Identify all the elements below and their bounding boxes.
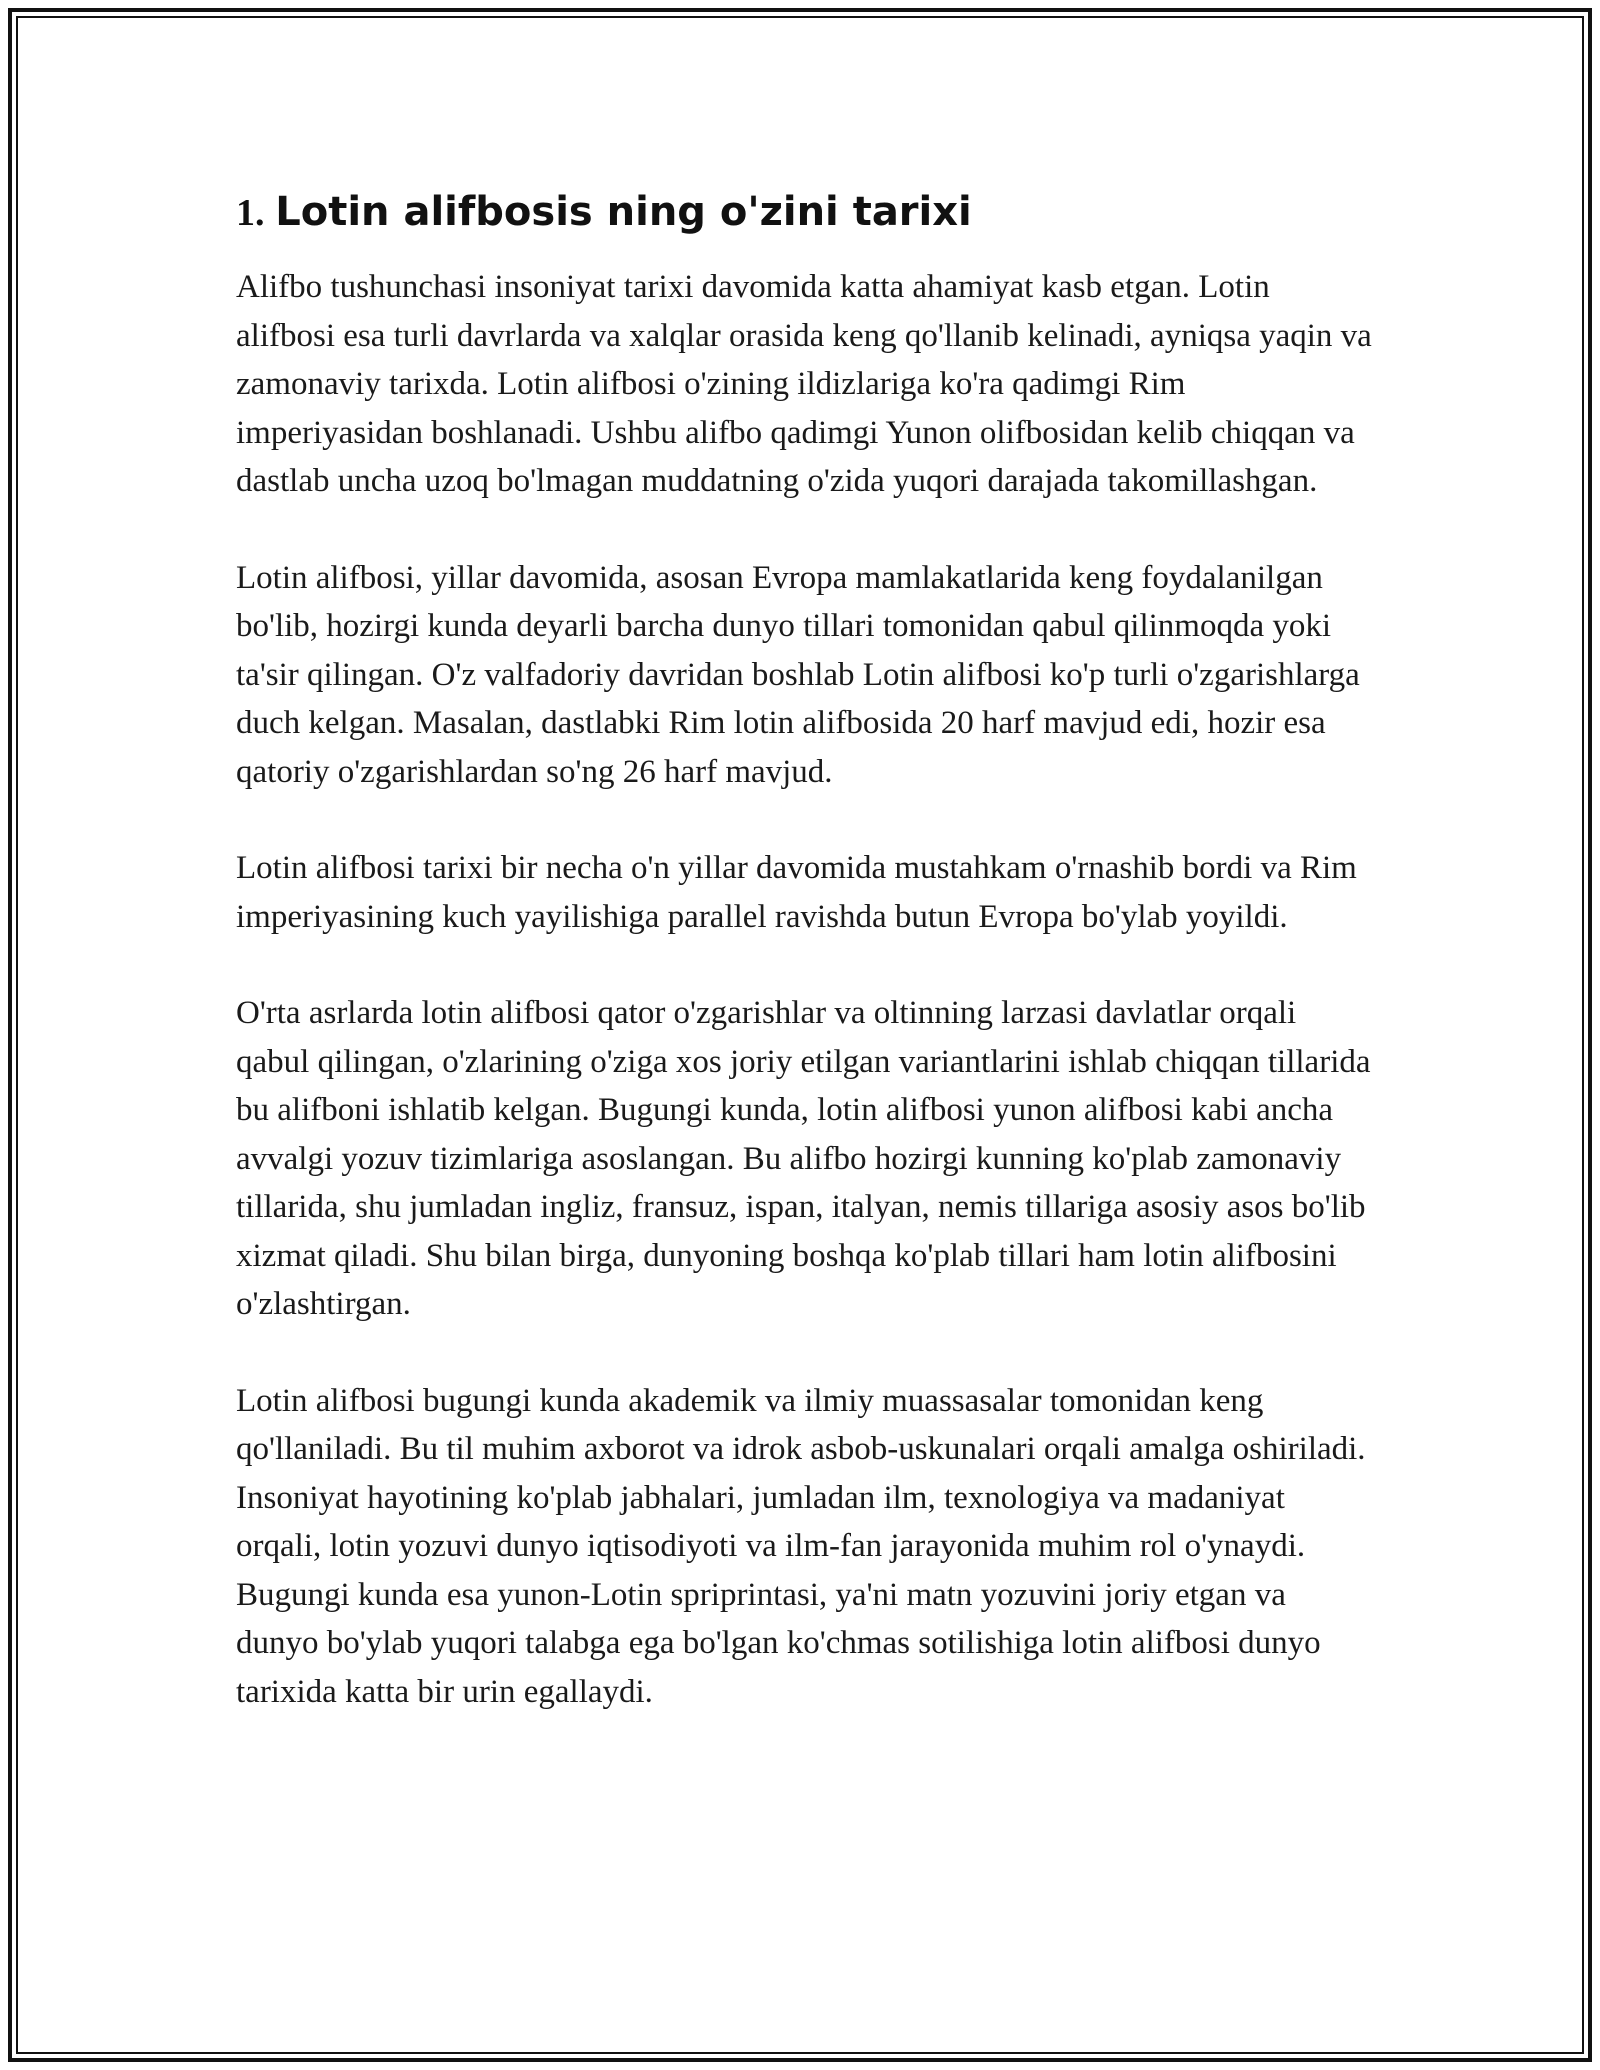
paragraph-3: Lotin alifbosi tarixi bir necha o'n yillar davomida mustahkam o'rnashib bordi va Rim imperiyasining kuch yayilishiga parallel ravishda butun Evropa bo'ylab yoyildi. [236, 850, 1357, 935]
paragraph-2: Lotin alifbosi, yillar davomida, asosan Evropa mamlakatlarida keng foydalanilgan bo'lib, hozirgi kunda deyarli barcha dunyo tillari tomonidan qabul qilinmoqda yoki ta'sir qilingan. O'z valfadoriy davridan boshlab Lotin alifbosi ko'p turli o'zgarishlarga duch kelgan. Masalan, dastlabki Rim lotin alifbosida 20 harf mavjud edi, hozir esa qatoriy o'zgarishlardan so'ng 26 harf mavjud. [236, 559, 1360, 790]
document-body [236, 186, 1376, 1716]
paragraph-4: O'rta asrlarda lotin alifbosi qator o'zgarishlar va oltinning larzasi davlatlar orqali qabul qilingan, o'zlarining o'ziga xos joriy etilgan variantlarini ishlab chiqqan tillarida bu alifboni ishlatib kelgan. Bugungi kunda, lotin alifbosi yunon alifbosi kabi ancha avvalgi yozuv tizimlariga asoslangan. Bu alifbo hozirgi kunning ko'plab zamonaviy tillarida, shu jumladan ingliz, fransuz, ispan, italyan, nemis tillariga asosiy asos bo'lib xizmat qiladi. Shu bilan birga, dunyoning boshqa ko'plab tillari ham lotin alifbosini o'zlashtirgan. [236, 995, 1371, 1322]
section-title: Lotin alifbosis ning o'zini tarixi [275, 189, 972, 235]
section-heading [236, 186, 1376, 239]
section-number: 1. [236, 192, 265, 234]
paragraph-5: Lotin alifbosi bugungi kunda akademik va ilmiy muassasalar tomonidan keng qo'llaniladi. Bu til muhim axborot va idrok asbob-uskunalari orqali amalga oshiriladi. Insoniyat hayotining ko'plab jabhalari, jumladan ilm, texnologiya va madaniyat orqali, lotin yozuvi dunyo iqtisodiyoti va ilm-fan jarayonida muhim rol o'ynaydi. Bugungi kunda esa yunon-Lotin spriprintasi, ya'ni matn yozuvini joriy etgan va dunyo bo'ylab yuqori talabga ega bo'lgan ko'chmas sotilishiga lotin alifbosi dunyo tarixida katta bir urin egallaydi. [236, 1382, 1366, 1710]
paragraph-1: Alifbo tushunchasi insoniyat tarixi davomida katta ahamiyat kasb etgan. Lotin alifbosi esa turli davrlarda va xalqlar orasida keng qo'llanib kelinadi, ayniqsa yaqin va zamonaviy tarixda. Lotin alifbosi o'zining ildizlariga ko'ra qadimgi Rim imperiyasidan boshlanadi. Ushbu alifbo qadimgi Yunon olifbosidan kelib chiqqan va dastlab uncha uzoq bo'lmagan muddatning o'zida yuqori darajada takomillashgan. [236, 269, 1372, 499]
